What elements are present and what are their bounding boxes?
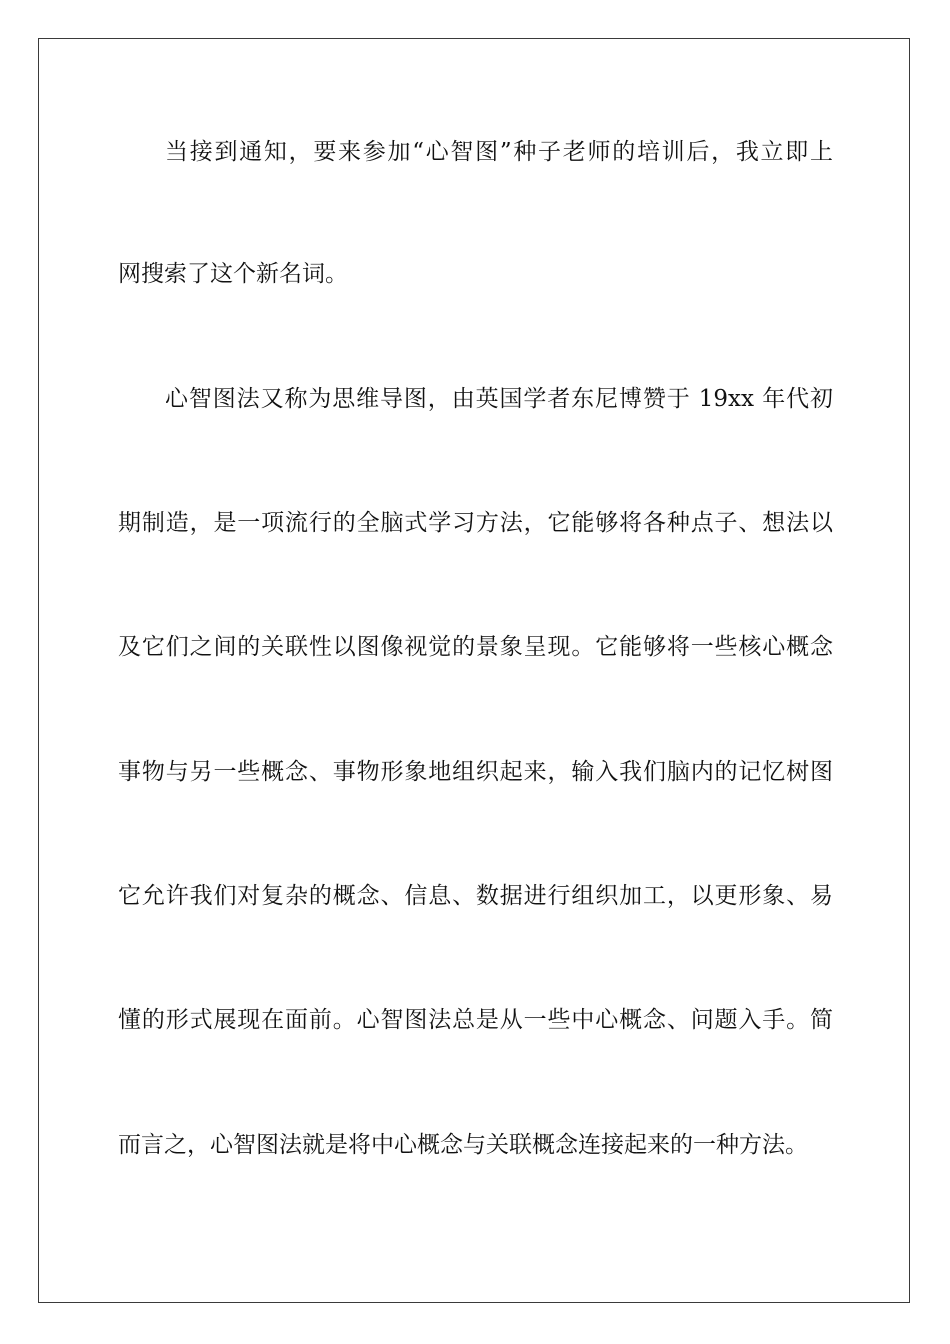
paragraph-1-line-1: 当接到通知，要来参加“心智图”种子老师的培训后，我立即上 [165, 139, 833, 165]
page-border [38, 38, 910, 1303]
paragraph-1-line-2: 网搜索了这个新名词。 [118, 261, 348, 287]
paragraph-2-line-7: 而言之，心智图法就是将中心概念与关联概念连接起来的一种方法。 [118, 1132, 808, 1158]
paragraph-2-line-1: 心智图法又称为思维导图，由英国学者东尼博赞于 19xx 年代初 [165, 386, 833, 412]
paragraph-2-line-6: 懂的形式展现在面前。心智图法总是从一些中心概念、问题入手。简 [118, 1007, 833, 1033]
paragraph-2-line-2: 期制造，是一项流行的全脑式学习方法，它能够将各种点子、想法以 [118, 510, 833, 536]
paragraph-2-line-3: 及它们之间的关联性以图像视觉的景象呈现。它能够将一些核心概念 [118, 634, 833, 660]
paragraph-2-line-4: 事物与另一些概念、事物形象地组织起来，输入我们脑内的记忆树图 [118, 759, 833, 785]
paragraph-2-line-5: 它允许我们对复杂的概念、信息、数据进行组织加工，以更形象、易 [118, 883, 833, 909]
